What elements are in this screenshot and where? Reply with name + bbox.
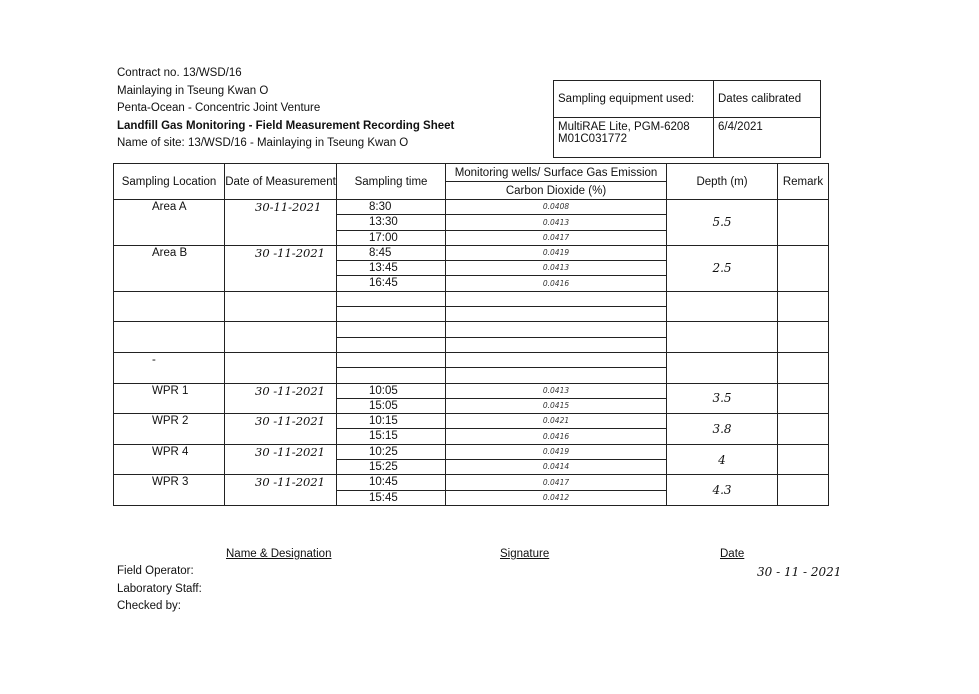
depth-cell: 5.5: [667, 200, 778, 246]
site-name: Name of site: 13/WSD/16 - Mainlaying in Tseung Kwan O: [117, 137, 409, 150]
table-row: [114, 475, 829, 490]
remark-cell: [778, 475, 829, 506]
equipment-model: MultiRAE Lite, PGM-6208: [558, 121, 690, 133]
date-cell: [225, 291, 337, 322]
depth-cell: 3.5: [667, 383, 778, 414]
time-cell: 16:45: [337, 276, 446, 291]
date-heading: Date: [720, 548, 745, 560]
sheet-title: Landfill Gas Monitoring - Field Measurement Recording Sheet: [117, 119, 455, 132]
time-cell: 13:30: [337, 215, 446, 230]
time-cell: [337, 368, 446, 383]
table-row: [114, 414, 829, 429]
location-cell: WPR 3: [114, 475, 225, 506]
co2-value-cell: [446, 291, 667, 306]
header-time: Sampling time: [337, 164, 446, 200]
laboratory-staff-label: Laboratory Staff:: [117, 582, 202, 595]
co2-value-cell: 0.0421: [446, 414, 667, 429]
co2-value-cell: [446, 337, 667, 352]
signature-heading: Signature: [500, 548, 550, 560]
date-cell: 30 -11-2021: [225, 383, 337, 414]
remark-cell: [778, 383, 829, 414]
location-cell: -: [114, 352, 225, 383]
checked-by-label: Checked by:: [117, 600, 181, 613]
co2-value-cell: 0.0416: [446, 276, 667, 291]
equipment-serial: M01C031772: [558, 133, 628, 145]
header-co2: Carbon Dioxide (%): [446, 182, 667, 200]
date-cell: [225, 352, 337, 383]
document-header: [117, 65, 454, 153]
contract-number: Contract no. 13/WSD/16: [117, 67, 242, 79]
equipment-table: [553, 80, 821, 158]
time-cell: 10:05: [337, 383, 446, 398]
date-cell: 30-11-2021: [225, 200, 337, 246]
time-cell: [337, 322, 446, 337]
equipment-value: [554, 118, 714, 158]
co2-value-cell: 0.0417: [446, 230, 667, 245]
table-row: [114, 200, 829, 215]
header-monitoring: Monitoring wells/ Surface Gas Emission: [446, 164, 667, 182]
table-row: [114, 245, 829, 260]
time-cell: 10:45: [337, 475, 446, 490]
remark-cell: [778, 352, 829, 383]
depth-cell: [667, 322, 778, 353]
remark-cell: [778, 414, 829, 445]
time-cell: 10:15: [337, 414, 446, 429]
date-cell: 30 -11-2021: [225, 414, 337, 445]
measurement-table: [113, 163, 829, 506]
co2-value-cell: 0.0419: [446, 444, 667, 459]
co2-value-cell: 0.0413: [446, 383, 667, 398]
date-cell: 30 -11-2021: [225, 444, 337, 475]
co2-value-cell: [446, 352, 667, 367]
location-cell: Area B: [114, 245, 225, 291]
location-cell: [114, 291, 225, 322]
remark-cell: [778, 245, 829, 291]
contractor-name: Penta-Ocean - Concentric Joint Venture: [117, 102, 321, 115]
remark-cell: [778, 322, 829, 353]
time-cell: [337, 307, 446, 322]
remark-cell: [778, 444, 829, 475]
depth-cell: [667, 291, 778, 322]
table-row: [114, 322, 829, 337]
co2-value-cell: [446, 368, 667, 383]
co2-value-cell: 0.0414: [446, 460, 667, 475]
co2-value-cell: 0.0413: [446, 261, 667, 276]
time-cell: [337, 352, 446, 367]
location-cell: WPR 2: [114, 414, 225, 445]
co2-value-cell: 0.0417: [446, 475, 667, 490]
time-cell: 15:45: [337, 490, 446, 505]
co2-value-cell: 0.0416: [446, 429, 667, 444]
header-remark: Remark: [778, 164, 829, 200]
header-depth: Depth (m): [667, 164, 778, 200]
depth-cell: 2.5: [667, 245, 778, 291]
signoff-date: 30 - 11 - 2021: [757, 565, 842, 579]
header-location: Sampling Location: [114, 164, 225, 200]
time-cell: [337, 337, 446, 352]
name-designation-heading: Name & Designation: [226, 548, 332, 560]
remark-cell: [778, 291, 829, 322]
time-cell: 15:15: [337, 429, 446, 444]
depth-cell: [667, 352, 778, 383]
co2-value-cell: [446, 307, 667, 322]
time-cell: 17:00: [337, 230, 446, 245]
location-cell: [114, 322, 225, 353]
location-cell: Area A: [114, 200, 225, 246]
co2-value-cell: 0.0415: [446, 398, 667, 413]
date-cell: [225, 322, 337, 353]
time-cell: 8:45: [337, 245, 446, 260]
depth-cell: 4: [667, 444, 778, 475]
table-row: [114, 352, 829, 367]
co2-value-cell: 0.0408: [446, 200, 667, 215]
co2-value-cell: 0.0419: [446, 245, 667, 260]
time-cell: 8:30: [337, 200, 446, 215]
calibrated-label: Dates calibrated: [714, 81, 821, 118]
date-cell: 30 -11-2021: [225, 245, 337, 291]
table-row: [114, 383, 829, 398]
time-cell: 10:25: [337, 444, 446, 459]
signoff-block: [117, 563, 202, 616]
time-cell: 15:05: [337, 398, 446, 413]
location-cell: WPR 4: [114, 444, 225, 475]
remark-cell: [778, 200, 829, 246]
project-name: Mainlaying in Tseung Kwan O: [117, 84, 269, 97]
table-row: [114, 291, 829, 306]
header-date: Date of Measurement: [225, 164, 337, 200]
calibrated-value: 6/4/2021: [714, 118, 821, 158]
date-cell: 30 -11-2021: [225, 475, 337, 506]
time-cell: 13:45: [337, 261, 446, 276]
equipment-label: Sampling equipment used:: [554, 81, 714, 118]
co2-value-cell: 0.0412: [446, 490, 667, 505]
co2-value-cell: [446, 322, 667, 337]
location-cell: WPR 1: [114, 383, 225, 414]
co2-value-cell: 0.0413: [446, 215, 667, 230]
time-cell: 15:25: [337, 460, 446, 475]
time-cell: [337, 291, 446, 306]
table-row: [114, 444, 829, 459]
field-operator-label: Field Operator:: [117, 565, 194, 577]
depth-cell: 4.3: [667, 475, 778, 506]
depth-cell: 3.8: [667, 414, 778, 445]
